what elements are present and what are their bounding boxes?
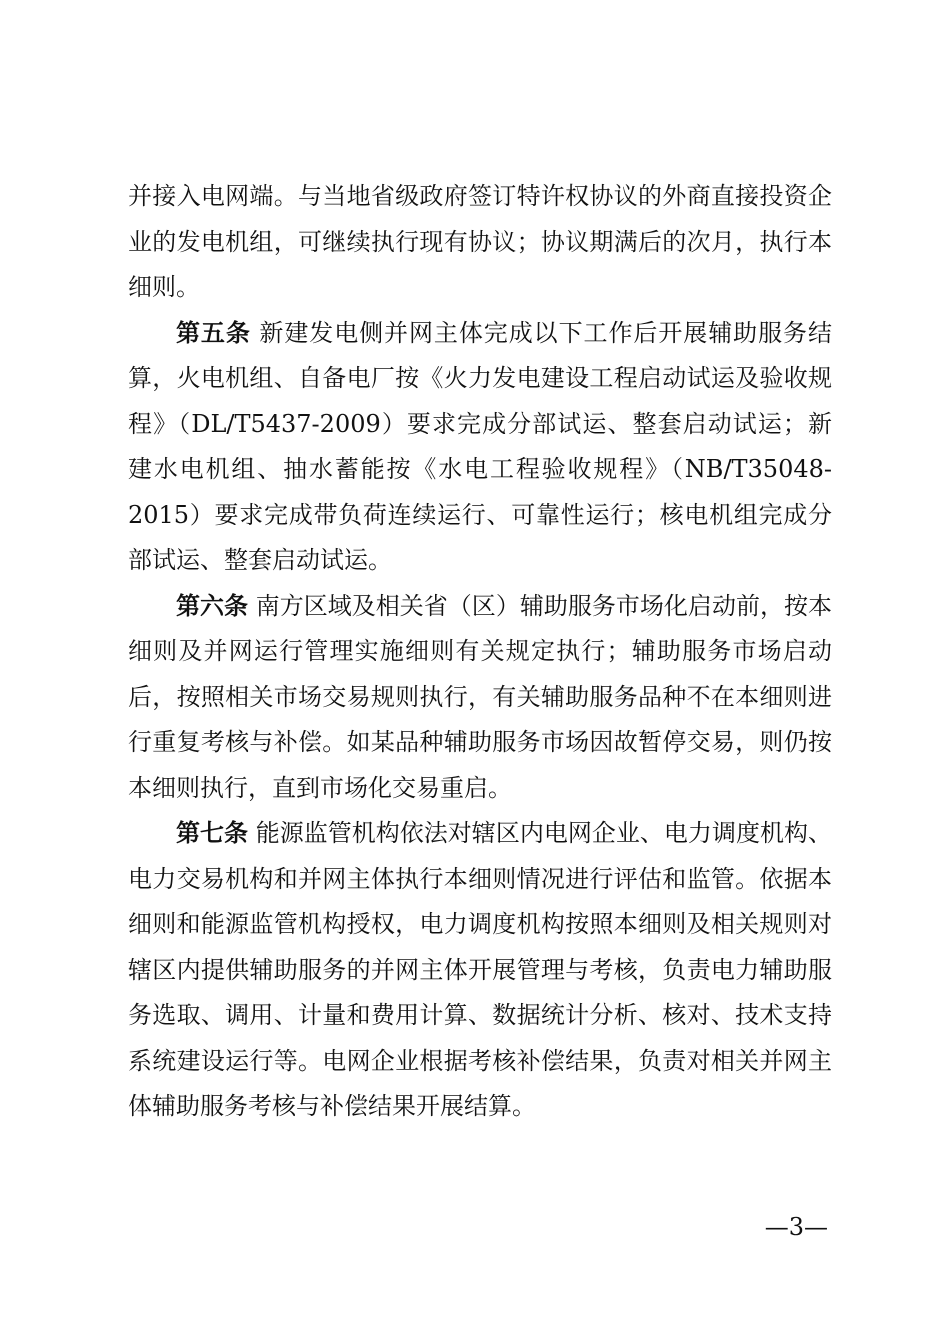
article-5-label: 第五条 bbox=[176, 318, 251, 347]
article-7-label: 第七条 bbox=[176, 819, 249, 847]
page-number: —3— bbox=[764, 1213, 828, 1241]
article-7-paragraph bbox=[128, 811, 832, 1130]
article-7-text: 能源监管机构依法对辖区内电网企业、电力调度机构、电力交易机构和并网主体执行本细则情况进行评估和监管。依据本细则和能源监管机构授权，电力调度机构按照本细则及相关规则对辖区内提供辅助服务的并网主体开展管理与考核，负责电力辅助服务选取、调用、计量和费用计算、数据统计分析、核对、技术支持系统建设运行等。电网企业根据考核补偿结果，负责对相关并网主体辅助服务考核与补偿结果开展结算。 bbox=[128, 819, 832, 1120]
article-6-label: 第六条 bbox=[176, 591, 249, 620]
paragraph-text: 并接入电网端。与当地省级政府签订特许权协议的外商直接投资企业的发电机组，可继续执行现有协议；协议期满后的次月，执行本细则。 bbox=[128, 182, 832, 301]
paragraph-continuation bbox=[128, 174, 832, 311]
article-5-text: 新建发电侧并网主体完成以下工作后开展辅助服务结算，火电机组、自备电厂按《火力发电建设工程启动试运及验收规程》（DL/T5437-2009）要求完成分部试运、整套启动试运；新建水电机组、抽水蓄能按《水电工程验收规程》（NB/T35048-2015）要求完成带负荷连续运行、可靠性运行；核电机组完成分部试运、整套启动试运。 bbox=[128, 318, 832, 574]
document-body bbox=[128, 174, 832, 1130]
article-6-text: 南方区域及相关省（区）辅助服务市场化启动前，按本细则及并网运行管理实施细则有关规定执行；辅助服务市场启动后，按照相关市场交易规则执行，有关辅助服务品种不在本细则进行重复考核与补偿。如某品种辅助服务市场因故暂停交易，则仍按本细则执行，直到市场化交易重启。 bbox=[128, 591, 832, 802]
article-6-paragraph bbox=[128, 584, 832, 812]
article-5-paragraph bbox=[128, 311, 832, 584]
